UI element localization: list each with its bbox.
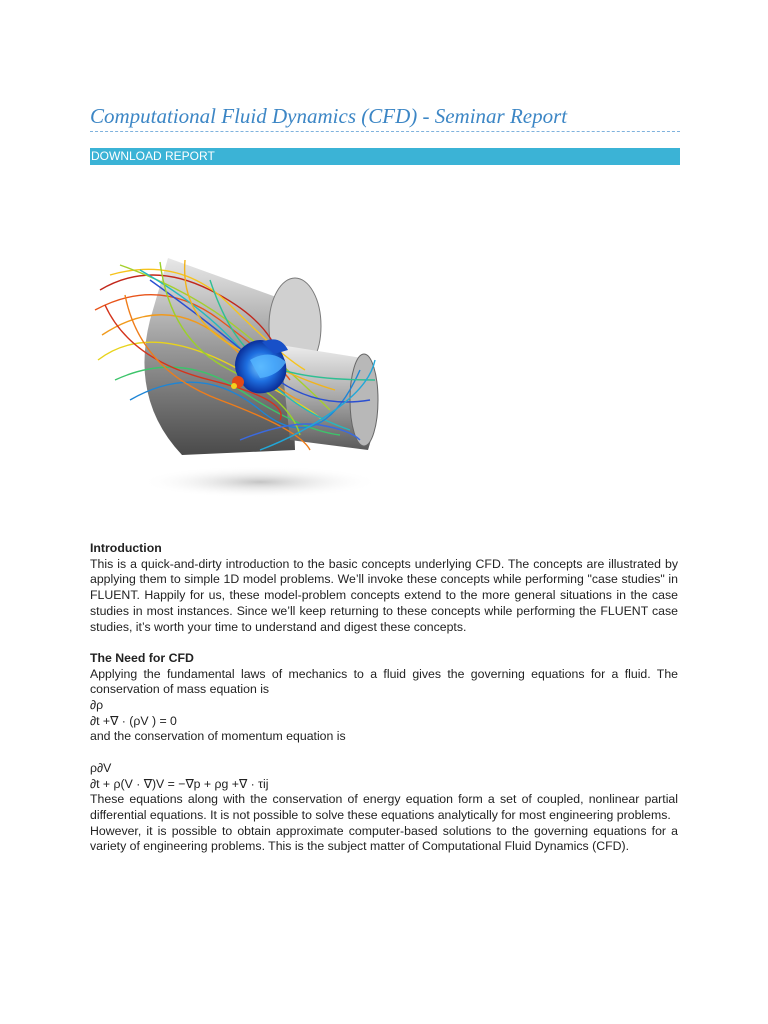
- article-body: [90, 541, 678, 855]
- need-para-3: These equations along with the conservation of energy equation form a set of coupled, nonlinear partial differential equations. It is not possible to solve these equations analytically for most engineering problems.: [90, 792, 678, 822]
- intro-text: This is a quick-and-dirty introduction to the basic concepts underlying CFD. The concepts are illustrated by applying them to simple 1D model problems. We’ll invoke these concepts while performing "case studies" in FLUENT. Happily for us, these model-problem concepts extend to the more general situations in the case studies in most instances. Since we’ll keep returning to these concepts while performing the FLUENT case studies, it’s worth your time to understand and digest these concepts.: [90, 556, 678, 634]
- momentum-equation-numerator: ρ∂V: [90, 760, 112, 775]
- cfd-pipe-streamlines-image: [90, 250, 390, 510]
- mass-equation: ∂t +∇ · (ρV ) = 0: [90, 713, 177, 728]
- download-report-label: DOWNLOAD REPORT: [91, 149, 215, 163]
- intro-heading: Introduction: [90, 541, 162, 555]
- download-report-link[interactable]: [90, 148, 680, 165]
- page-title: Computational Fluid Dynamics (CFD) - Seminar Report: [90, 102, 680, 132]
- momentum-equation: ∂t + ρ(V · ∇)V = −∇p + ρg +∇ · τij: [90, 776, 269, 791]
- mass-equation-numerator: ∂ρ: [90, 698, 104, 713]
- need-para-1: Applying the fundamental laws of mechanics to a fluid gives the governing equations for a fluid. The conservation of mass equation is: [90, 666, 678, 697]
- need-heading: The Need for CFD: [90, 650, 194, 665]
- need-para-2: and the conservation of momentum equation is: [90, 729, 346, 744]
- need-para-4: However, it is possible to obtain approximate computer-based solutions to the governing equations for a variety of engineering problems. This is the subject matter of Computational Fluid Dynamics (CFD).: [90, 823, 678, 854]
